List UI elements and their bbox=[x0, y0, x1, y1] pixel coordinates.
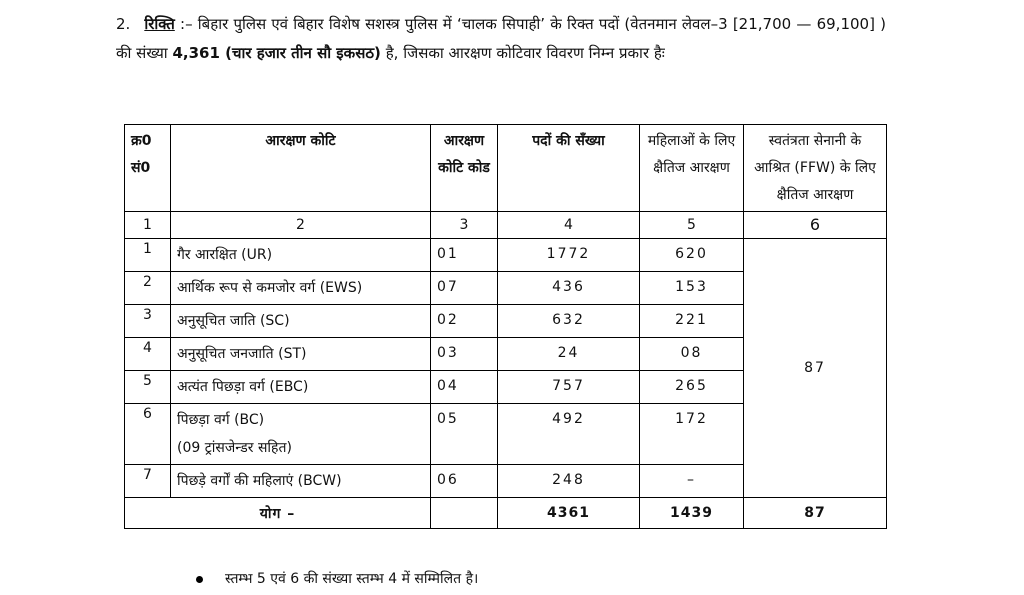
posts-cell: 436 bbox=[498, 272, 640, 305]
serial-cell: 5 bbox=[125, 371, 171, 404]
section-heading: रिक्ति bbox=[144, 15, 175, 33]
total-posts: 4361 bbox=[498, 498, 640, 529]
women-cell: 153 bbox=[640, 272, 744, 305]
women-cell: 172 bbox=[640, 404, 744, 465]
column-index-row bbox=[125, 212, 887, 239]
vacancy-paragraph bbox=[116, 10, 886, 68]
total-women: 1439 bbox=[640, 498, 744, 529]
header-category: आरक्षण कोटि bbox=[171, 125, 431, 212]
category-text: पिछड़ा वर्ग (BC) bbox=[177, 412, 265, 428]
paragraph-text-1: :– बिहार पुलिस एवं बिहार विशेष सशस्त्र पुलिस में ‘चालक सिपाही’ के रिक्त पदों (वेतनमान लेवल–3 [21,700 — 69,100] ) की संख्या bbox=[116, 15, 886, 62]
serial-cell: 2 bbox=[125, 272, 171, 305]
code-cell: 01 bbox=[431, 239, 498, 272]
header-ffw: स्वतंत्रता सेनानी के आश्रित (FFW) के लिए क्षैतिज आरक्षण bbox=[744, 125, 887, 212]
serial-cell: 7 bbox=[125, 465, 171, 498]
women-cell: 265 bbox=[640, 371, 744, 404]
total-row bbox=[125, 498, 887, 529]
header-posts: पदों की सँख्या bbox=[498, 125, 640, 212]
women-cell: – bbox=[640, 465, 744, 498]
header-serial: क्र0 सं0 bbox=[125, 125, 171, 212]
category-cell: पिछड़े वर्गों की महिलाएं (BCW) bbox=[171, 465, 431, 498]
posts-cell: 24 bbox=[498, 338, 640, 371]
category-cell bbox=[171, 404, 431, 465]
posts-cell: 248 bbox=[498, 465, 640, 498]
women-cell: 221 bbox=[640, 305, 744, 338]
women-cell: 620 bbox=[640, 239, 744, 272]
footnote-text: स्तम्भ 5 एवं 6 की संख्या स्तम्भ 4 में सम्मिलित है। bbox=[225, 571, 479, 587]
serial-cell: 3 bbox=[125, 305, 171, 338]
ffw-cell: 87 bbox=[744, 239, 887, 498]
column-index: 5 bbox=[640, 212, 744, 239]
column-index: 4 bbox=[498, 212, 640, 239]
code-cell: 07 bbox=[431, 272, 498, 305]
total-label: योग – bbox=[125, 498, 431, 529]
total-ffw: 87 bbox=[744, 498, 887, 529]
posts-cell: 492 bbox=[498, 404, 640, 465]
posts-cell: 757 bbox=[498, 371, 640, 404]
serial-cell: 4 bbox=[125, 338, 171, 371]
code-cell: 04 bbox=[431, 371, 498, 404]
total-code-empty bbox=[431, 498, 498, 529]
header-row bbox=[125, 125, 887, 212]
women-cell: 08 bbox=[640, 338, 744, 371]
serial-cell: 1 bbox=[125, 239, 171, 272]
column-index: 6 bbox=[744, 212, 887, 239]
column-index: 3 bbox=[431, 212, 498, 239]
header-code: आरक्षण कोटि कोड bbox=[431, 125, 498, 212]
bullet-icon bbox=[196, 576, 203, 583]
serial-cell: 6 bbox=[125, 404, 171, 465]
reservation-table bbox=[124, 124, 887, 529]
paragraph-text-2: है, जिसका आरक्षण कोटिवार विवरण निम्न प्रकार हैः bbox=[380, 44, 665, 62]
posts-cell: 1772 bbox=[498, 239, 640, 272]
code-cell: 03 bbox=[431, 338, 498, 371]
header-women: महिलाओं के लिए क्षैतिज आरक्षण bbox=[640, 125, 744, 212]
category-cell: अनुसूचित जनजाति (ST) bbox=[171, 338, 431, 371]
category-cell: आर्थिक रूप से कमजोर वर्ग (EWS) bbox=[171, 272, 431, 305]
category-cell: अत्यंत पिछड़ा वर्ग (EBC) bbox=[171, 371, 431, 404]
column-index: 2 bbox=[171, 212, 431, 239]
category-cell: अनुसूचित जाति (SC) bbox=[171, 305, 431, 338]
vacancy-count: 4,361 (चार हजार तीन सौ इकसठ) bbox=[172, 44, 381, 62]
posts-cell: 632 bbox=[498, 305, 640, 338]
code-cell: 05 bbox=[431, 404, 498, 465]
table-row bbox=[125, 239, 887, 272]
category-cell: गैर आरक्षित (UR) bbox=[171, 239, 431, 272]
code-cell: 06 bbox=[431, 465, 498, 498]
column-index: 1 bbox=[125, 212, 171, 239]
category-subtext: (09 ट्रांसजेन्डर सहित) bbox=[177, 440, 292, 456]
section-number: 2. bbox=[116, 15, 131, 33]
footnote bbox=[196, 569, 478, 588]
code-cell: 02 bbox=[431, 305, 498, 338]
